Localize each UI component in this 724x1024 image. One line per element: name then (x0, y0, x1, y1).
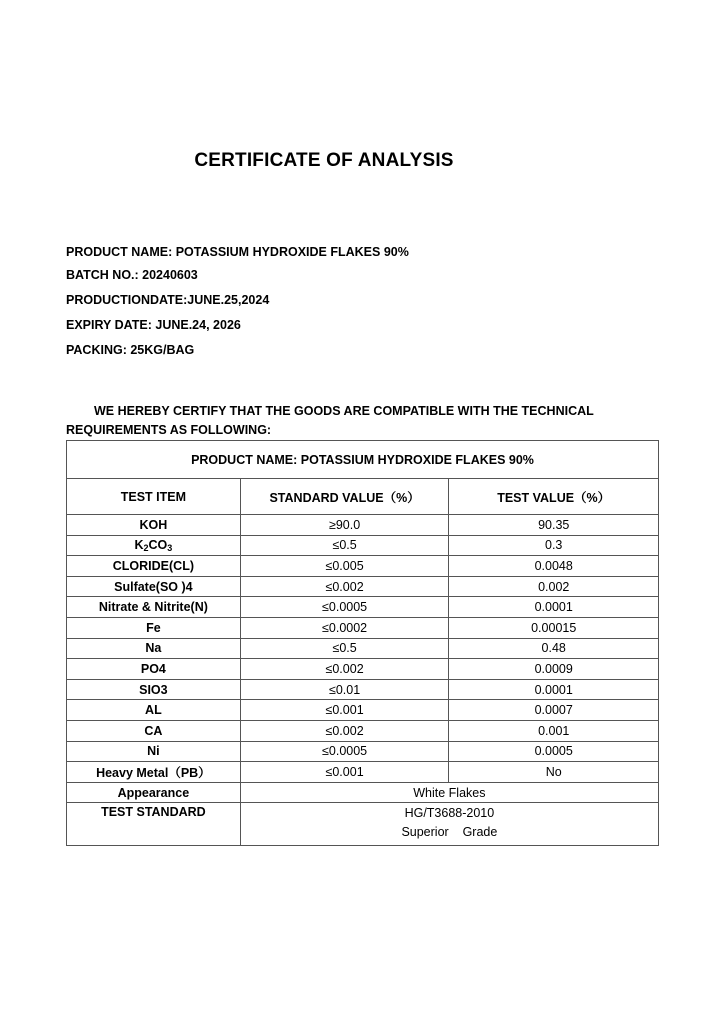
test-standard-value (240, 803, 658, 846)
test-item-cell: KOH (67, 515, 241, 536)
test-value-cell: 0.0001 (449, 597, 659, 618)
table-row (67, 576, 659, 597)
standard-value-cell: ≤0.0005 (240, 741, 449, 762)
table-row (67, 535, 659, 556)
expiry-date-line: EXPIRY DATE: JUNE.24, 2026 (66, 318, 241, 332)
test-item-cell: AL (67, 700, 241, 721)
table-row (67, 679, 659, 700)
table-row (67, 659, 659, 680)
table-row (67, 741, 659, 762)
appearance-value: White Flakes (240, 782, 658, 803)
table-row (67, 700, 659, 721)
certification-line-1: WE HEREBY CERTIFY THAT THE GOODS ARE COMPATIBLE WITH THE TECHNICAL (94, 404, 594, 418)
test-standard-label: TEST STANDARD (67, 803, 241, 846)
table-header-row (67, 479, 659, 515)
table-row (67, 762, 659, 783)
table-row (67, 556, 659, 577)
test-item-cell: SIO3 (67, 679, 241, 700)
standard-value-cell: ≥90.0 (240, 515, 449, 536)
standard-value-cell: ≤0.01 (240, 679, 449, 700)
standard-value-cell: ≤0.001 (240, 762, 449, 783)
test-item-cell: Ni (67, 741, 241, 762)
test-value-cell: 0.0007 (449, 700, 659, 721)
test-value-cell: 0.00015 (449, 617, 659, 638)
packing-line: PACKING: 25KG/BAG (66, 343, 195, 357)
test-value-cell: 90.35 (449, 515, 659, 536)
standard-value-cell: ≤0.002 (240, 659, 449, 680)
test-value-cell: 0.0048 (449, 556, 659, 577)
header-test-value: TEST VALUE（%） (449, 479, 659, 515)
header-test-item: TEST ITEM (67, 479, 241, 515)
test-standard-row (67, 803, 659, 846)
test-item-cell: CA (67, 720, 241, 741)
standard-value-cell: ≤0.002 (240, 576, 449, 597)
test-item-cell: Na (67, 638, 241, 659)
appearance-label: Appearance (67, 782, 241, 803)
test-value-cell: 0.0005 (449, 741, 659, 762)
test-value-cell: No (449, 762, 659, 783)
test-value-cell: 0.001 (449, 720, 659, 741)
standard-value-cell: ≤0.0005 (240, 597, 449, 618)
test-standard-code: HG/T3688-2010 (404, 806, 495, 821)
table-row (67, 638, 659, 659)
test-item-cell: PO4 (67, 659, 241, 680)
batch-number-line: BATCH NO.: 20240603 (66, 268, 198, 282)
test-item-cell: Heavy Metal（PB） (67, 762, 241, 783)
header-standard-value: STANDARD VALUE（%） (240, 479, 449, 515)
standard-value-cell: ≤0.5 (240, 638, 449, 659)
certification-line-2: REQUIREMENTS AS FOLLOWING: (66, 423, 272, 437)
standard-value-cell: ≤0.005 (240, 556, 449, 577)
test-value-cell: 0.48 (449, 638, 659, 659)
certification-statement (66, 402, 666, 440)
table-product-row (67, 441, 659, 479)
standard-value-cell: ≤0.5 (240, 535, 449, 556)
table-product-name: PRODUCT NAME: POTASSIUM HYDROXIDE FLAKES 90% (67, 441, 659, 479)
standard-value-cell: ≤0.002 (240, 720, 449, 741)
production-date-line: PRODUCTIONDATE:JUNE.25,2024 (66, 293, 270, 307)
test-item-cell: Fe (67, 617, 241, 638)
table-row (67, 597, 659, 618)
appearance-row (67, 782, 659, 803)
test-standard-grade: Superior Grade (401, 825, 498, 840)
standard-value-cell: ≤0.0002 (240, 617, 449, 638)
analysis-table (66, 440, 659, 846)
test-value-cell: 0.0009 (449, 659, 659, 680)
test-item-cell: Sulfate(SO )4 (67, 576, 241, 597)
test-value-cell: 0.002 (449, 576, 659, 597)
test-value-cell: 0.0001 (449, 679, 659, 700)
test-value-cell: 0.3 (449, 535, 659, 556)
table-row (67, 617, 659, 638)
product-name-line: PRODUCT NAME: POTASSIUM HYDROXIDE FLAKES 90% (66, 245, 409, 259)
test-item-cell: CLORIDE(CL) (67, 556, 241, 577)
test-item-cell: Nitrate & Nitrite(N) (67, 597, 241, 618)
standard-value-cell: ≤0.001 (240, 700, 449, 721)
table-row (67, 720, 659, 741)
test-item-cell: $K_2CO_3$ (67, 535, 241, 556)
document-title: CERTIFICATE OF ANALYSIS (194, 150, 454, 171)
table-row (67, 515, 659, 536)
